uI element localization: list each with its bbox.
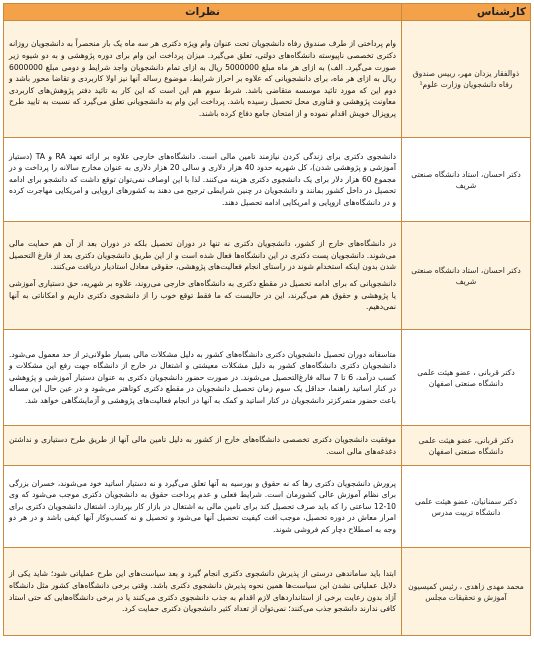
opinion-cell bbox=[4, 21, 402, 138]
table-row bbox=[4, 426, 531, 466]
table-row bbox=[4, 466, 531, 548]
opinion-cell bbox=[4, 330, 402, 426]
opinion-paragraph: در دانشگاه‌های خارج از کشور، دانشجویان دکتری نه تنها در دوران تحصیل بلکه در دوران بعد از آن هم حمایت مالی می‌شوند. دانشجویان پست دکتری در این دانشگاه‌ها فعال شده است و از این طریق دانشجویان دکتری بعد از فارغ التحصیل شدن بدون اینکه استخدام شوند در راستای انجام فعالیت‌های پژوهشی، حقوقی معادل استادیار دریافت می‌کنند. bbox=[9, 239, 396, 272]
expert-cell: دکتر قربانی، عضو هیئت علمی دانشگاه صنعتی اصفهان bbox=[402, 426, 531, 466]
opinions-column-header: نظرات bbox=[4, 4, 402, 21]
opinion-paragraph: دانشجوی دکتری برای زندگی کردن نیازمند تامین مالی است. دانشگاه‌های خارجی علاوه بر ارائه تعهد RA و TA (دستیار آموزشی و پژوهشی شدن)، کل شهریه حدود 40 هزار دلاری و سالی 20 هزار دلاری به عنوان مخارج ساﻻنه را پرداخت و در مجموع 60 هزار دلار برای یک دانشجوی دکتری هزینه می‌کنند. لذا با این اوصاف نمی‌توان توقع داشت که دانشجو برای ادامه تحصیل در داخل کشور بمانند و دانشجویان در چنین شرایطی ترجیح می دهند به کشورهای اروپایی و امریکایی مهاجرت کرده و در دانشگاه‌های اروپایی و امریکایی ادامه تحصیل دهند. bbox=[9, 151, 397, 207]
expert-cell: دکتر احسان، استاد دانشگاه صنعتی شریف bbox=[402, 138, 531, 222]
opinion-cell bbox=[4, 426, 402, 466]
expert-cell: دکتر قربانی ، عضو هیئت علمی دانشگاه صنعتی اصفهان bbox=[402, 330, 531, 426]
expert-cell: دکتر سمنانیان، عضو هیئت علمی دانشگاه تربیت مدرس bbox=[402, 466, 531, 548]
table-row bbox=[4, 21, 531, 138]
table-row bbox=[4, 548, 531, 636]
opinion-paragraph: موفقیت دانشجویان دکتری تخصصی دانشگاه‌های خارج از کشور به دلیل تامین مالی آنها از طریق طرح دستیاری و نداشتن دغدغه‌های مالی است. bbox=[9, 434, 396, 456]
opinion-cell bbox=[4, 138, 402, 222]
opinions-table-container bbox=[3, 3, 531, 657]
expert-cell: ذوالفقار یزدان مهر، رییس صندوق رفاه دانشجویان وزارت علوم¹ bbox=[402, 21, 531, 138]
opinion-paragraph: وام پرداختی از طرف صندوق رفاه دانشجویان تحت عنوان وام ویژه دکتری هر سه ماه یک بار منحصراً به دانشجویان روزانه دکتری تخصصی ناپیوسته دانشگاه‌های دولتی، تعلق می‌گیرد. میزان پرداخت این وام برای دوره پژوهشی و به دو شیوه زیر صورت می‌گیرد. الف) به ازای هر ماه مبلغ 5000000 ریال به ازای تمام دانشجویان واجد شرایط و دومی مبلغ 6000000 ریال به ازای هر ماه، برای دانشجویانی که علاوه بر احراز شرایط، موضوع رساله آنها نیز اولا کاربردی و تقاضا محور باشد و دوم این که مورد تائید موسسه متقاضی باشد. شرط سوم هم این است که این کار به تائید دفتر پژوهش‌های کاربردی معاونت پژوهشی و فناوری محل تحصیل رسیده باشد. پرداخت این وام به دانشجویانی تعلق می‌گیرد که نسبت به تایید طرح پروپزال خویش اقدام نموده و از امتحان جامع دفاع کرده باشند. bbox=[9, 39, 396, 118]
opinion-paragraph: متاسفانه دوران تحصیل دانشجویان دکتری دانشگاه‌های کشور به دلیل مشکلات مالی بسیار طولانی‌تر از حد معمول می‌شود. دانشجویان دکتری دانشگاه‌های کشور به دلیل مشکلات معیشتی و اشتغال در خارج از دانشگاه جهت رفع این مشکلات و کسب درآمد، 6 تا 7 ساله فارغ‌التحصیل می‌شوند. در صورت حضور دانشجویان دکتری به عنوان دستیار آموزشی و پژوهشی در کنار اساتید راهنما، حداقل یک سوم زمان تحصیل دانشجویان در مقطع دکتری کوتاهتر می‌شود و در عین حال این مساله باعث حضور متمرکزتر دانشجویان در کنار اساتید و کمک به آنها در انجام فعالیت‌های پژوهشی و آزمایشگاهی خواهد شد. bbox=[9, 349, 396, 405]
table-row bbox=[4, 222, 531, 330]
table-row bbox=[4, 138, 531, 222]
table-header-row bbox=[4, 4, 531, 21]
opinion-cell bbox=[4, 548, 402, 636]
opinion-paragraph: ابتدا باید ساماندهی درستی از پذیرش دانشجوی دکتری انجام گیرد و بعد سیاست‌های این طرح عملیاتی شود؛ شاید یکی از دلایل عملیاتی نشدن این سیاست‌ها همین نحوه پذیرش دانشجوی دکتری باشد. وقتی برخی دانشگاه‌های کشور مثل دانشگاه آزاد بدون رعایت برخی از استانداردهای لازم اقدام به جذب دانشجوی دکتری می‌کنند یا در برخی دانشگاه‌هایی که حتی استاد کافی ندارند دانشجو جذب می‌کنند؛ نمی‌توان از تعداد کثیر دانشجویان دکتری حمایت کرد. bbox=[9, 569, 396, 614]
opinion-paragraph: پرورش دانشجویان دکتری رها که نه حقوق و بورسیه به آنها تعلق می‌گیرد و نه دستیار اساتید خود می‌شوند، خسران بزرگی برای نظام آموزش عالی کشورمان است. شرایط فعلی و عدم پرداخت حقوق به دانشجویان دکتری موجب می‌شود که وی 10-12 ساعتی را که باید صرف تحصیل کند برای تامین مالی به اشتغال در بازار کار بپردازد. اشتغال دانشجویان دکتری برای امرار معاش در دوره تحصیل، موجب افت کیفیت تحصیل آنها می‌شود و تحصیل و نه کسب‌وکار آنها کیفی باشد و در هر دو وجه به اصطلاح دچار کم فروشی شوند. bbox=[9, 478, 396, 534]
expert-cell: محمد مهدی زاهدی ، رئیس کمیسیون آموزش و تحقیقات مجلس bbox=[402, 548, 531, 636]
table-row bbox=[4, 330, 531, 426]
opinion-paragraph: دانشجویانی که برای ادامه تحصیل در مقطع دکتری به دانشگاه‌های خارجی می‌روند، علاوه بر شهریه، حق دستیاری آموزشی یا پژوهشی و حقوق هم می‌گیرند، این در حالیست که ما فقط توقع خوب را از دانشجوی دکتری داریم و امکاناتی به آنها نمی‌دهیم. bbox=[9, 279, 396, 312]
opinion-cell bbox=[4, 222, 402, 330]
opinions-table bbox=[3, 3, 531, 636]
expert-cell: دکتر احسان، استاد دانشگاه صنعتی شریف bbox=[402, 222, 531, 330]
opinion-cell bbox=[4, 466, 402, 548]
expert-column-header: کارشناس bbox=[402, 4, 531, 21]
